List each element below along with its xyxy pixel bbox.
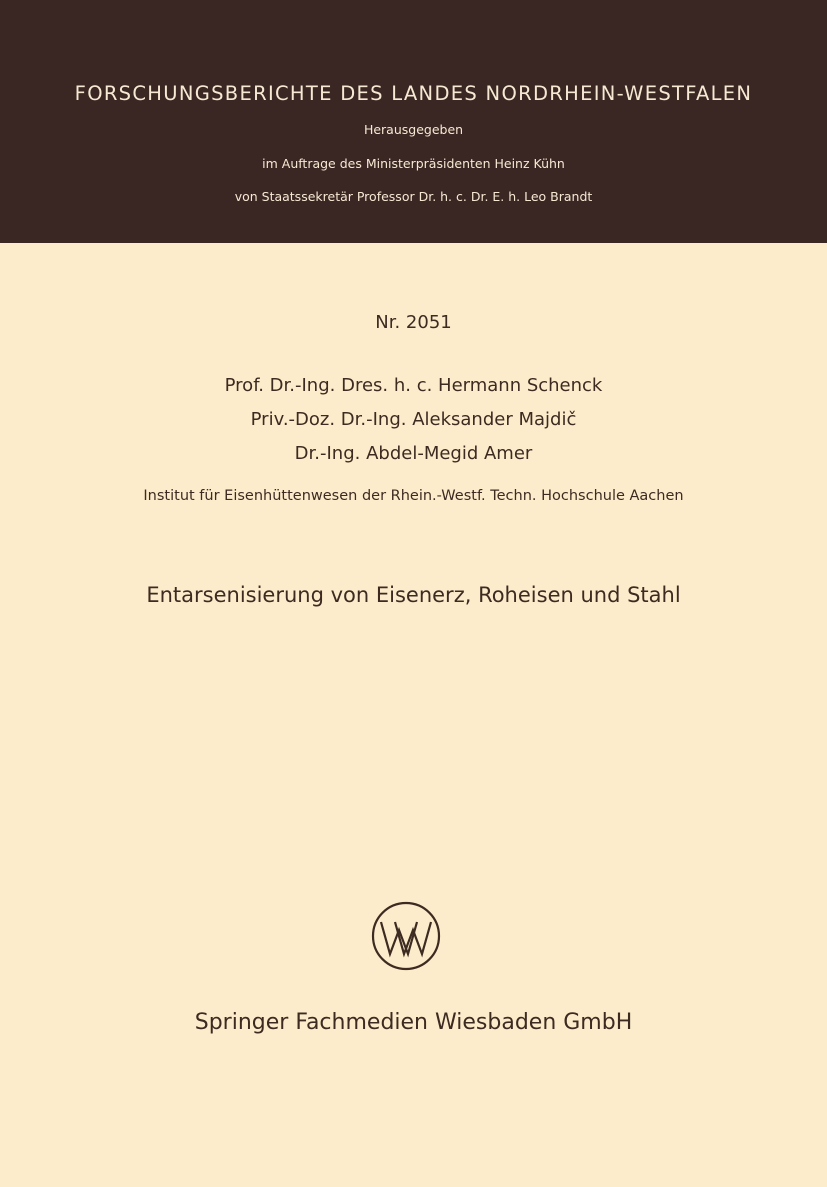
publisher-name: Springer Fachmedien Wiesbaden GmbH xyxy=(194,1010,633,1035)
institute: Institut für Eisenhüttenwesen der Rhein.-Westf. Techn. Hochschule Aachen xyxy=(143,488,684,504)
author-2: Priv.-Doz. Dr.-Ing. Aleksander Majdič xyxy=(250,409,577,430)
report-number: Nr. 2051 xyxy=(375,312,452,333)
editor-line-3: von Staatssekretär Professor Dr. h. c. Dr. E. h. Leo Brandt xyxy=(234,189,593,204)
book-title: Entarsenisierung von Eisenerz, Roheisen und Stahl xyxy=(146,583,681,607)
editor-line-2: im Auftrage des Ministerpräsidenten Heinz Kühn xyxy=(262,156,565,171)
author-1: Prof. Dr.-Ing. Dres. h. c. Hermann Schenck xyxy=(224,375,603,396)
editor-line-1: Herausgegeben xyxy=(363,122,464,137)
author-3: Dr.-Ing. Abdel-Megid Amer xyxy=(294,443,533,464)
publisher-logo-icon xyxy=(370,900,442,972)
series-header xyxy=(0,0,827,243)
series-title: FORSCHUNGSBERICHTE DES LANDES NORDRHEIN-WESTFALEN xyxy=(74,82,753,105)
